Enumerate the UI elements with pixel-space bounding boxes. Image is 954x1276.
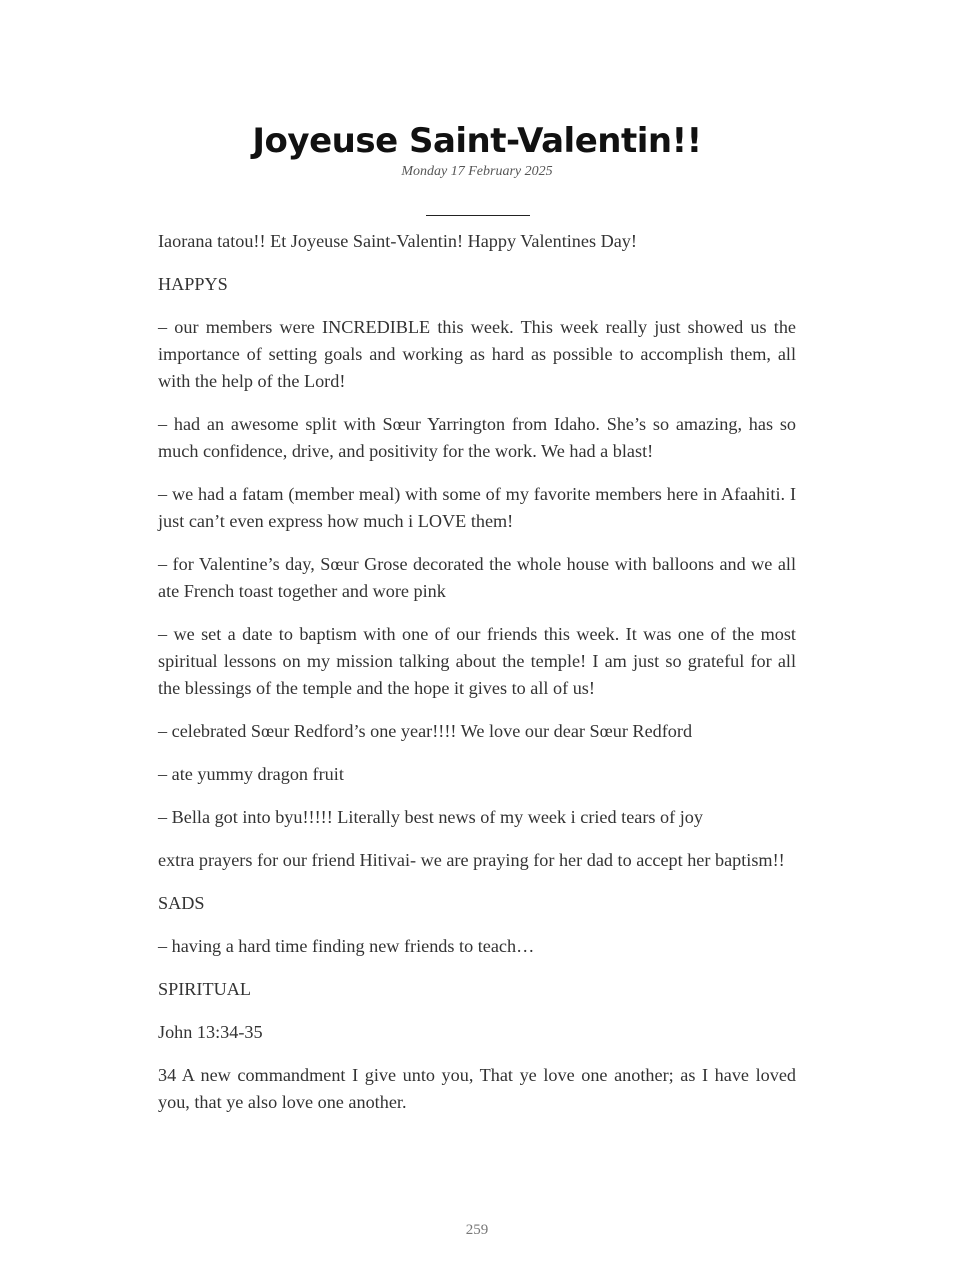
scripture-verse: 34 A new commandment I give unto you, That ye love one another; as I have loved you, that ye also love one another. xyxy=(158,1065,796,1112)
post-title: Joyeuse Saint-Valentin!! xyxy=(252,121,702,161)
paragraph: – had an awesome split with Sœur Yarrington from Idaho. She’s so amazing, has so much confidence, drive, and positivity for the work. We had a blast! xyxy=(158,414,796,461)
paragraph: – having a hard time finding new friends to teach… xyxy=(158,936,535,956)
paragraph-greeting: Iaorana tatou!! Et Joyeuse Saint-Valentin! Happy Valentines Day! xyxy=(158,231,637,251)
paragraph: – Bella got into byu!!!!! Literally best news of my week i cried tears of joy xyxy=(158,807,703,827)
section-heading-happys: HAPPYS xyxy=(158,274,228,294)
paragraph: extra prayers for our friend Hitivai- we are praying for her dad to accept her baptism!! xyxy=(158,850,785,870)
post-body xyxy=(158,228,796,1132)
page-number: 259 xyxy=(465,1222,489,1238)
paragraph: – for Valentine’s day, Sœur Grose decorated the whole house with balloons and we all ate French toast together and wore pink xyxy=(158,554,796,601)
paragraph: – celebrated Sœur Redford’s one year!!!! We love our dear Sœur Redford xyxy=(158,721,693,741)
paragraph: – our members were INCREDIBLE this week. This week really just showed us the importance of setting goals and working as hard as possible to accomplish them, all with the help of the Lord! xyxy=(158,317,796,391)
paragraph: – we had a fatam (member meal) with some of my favorite members here in Afaahiti. I just can’t even express how much i LOVE them! xyxy=(158,484,796,531)
title-divider xyxy=(426,215,530,216)
scripture-reference: John 13:34-35 xyxy=(158,1022,263,1042)
post-date: Monday 17 February 2025 xyxy=(401,164,553,179)
section-heading-sads: SADS xyxy=(158,893,205,913)
section-heading-spiritual: SPIRITUAL xyxy=(158,979,251,999)
paragraph: – we set a date to baptism with one of our friends this week. It was one of the most spiritual lessons on my mission talking about the temple! I am just so grateful for all the blessings of the temple and the hope it gives to all of us! xyxy=(158,624,796,698)
paragraph: – ate yummy dragon fruit xyxy=(158,764,344,784)
